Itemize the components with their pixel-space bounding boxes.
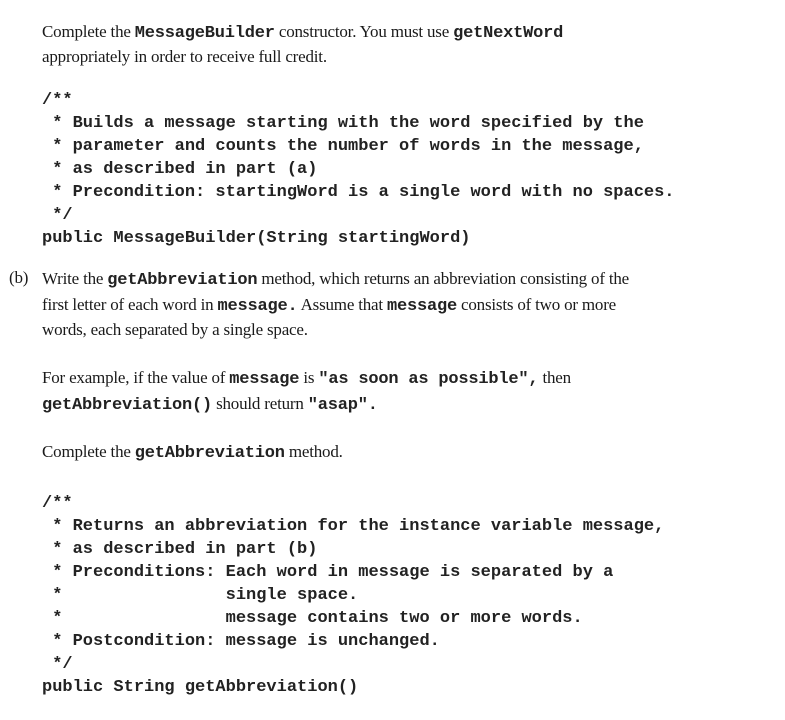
code-line: * as described in part (a) — [42, 160, 318, 179]
inline-code-getabbreviation: getAbbreviation — [134, 444, 285, 463]
code-line: * message contains two or more words. — [42, 609, 583, 628]
inline-code-message: message. — [217, 297, 298, 316]
inline-code-getnextword: getNextWord — [453, 24, 564, 43]
abbreviation-code-block — [42, 492, 664, 699]
part-b-line3: words, each separated by a single space. — [42, 320, 308, 339]
code-line: * single space. — [42, 586, 359, 605]
code-line: * Returns an abbreviation for the instance variable message, — [42, 517, 665, 536]
part-b-line2: first letter of each word in message. Assume that message consists of two or more — [42, 295, 617, 316]
code-line: public MessageBuilder(String startingWord) — [42, 229, 471, 248]
part-a-instruction-line2: appropriately in order to receive full credit. — [42, 47, 327, 66]
inline-code-message: message — [229, 370, 300, 389]
code-line: * Postcondition: message is unchanged. — [42, 632, 440, 651]
complete-b-instruction: Complete the getAbbreviation method. — [42, 442, 343, 463]
inline-code-getabbreviation-call: getAbbreviation() — [42, 396, 213, 415]
part-b-line1: Write the getAbbreviation method, which returns an abbreviation consisting of the — [42, 269, 630, 290]
code-line: * parameter and counts the number of words in the message, — [42, 137, 644, 156]
code-line: */ — [42, 206, 73, 225]
example-line2: getAbbreviation() should return "asap". — [42, 394, 378, 415]
inline-code-string-literal: "asap". — [307, 396, 378, 415]
code-line: * as described in part (b) — [42, 540, 318, 559]
code-line: /** — [42, 91, 73, 110]
inline-code-message: message — [386, 297, 457, 316]
inline-code-string-literal: "as soon as possible", — [318, 370, 539, 389]
code-line: /** — [42, 494, 73, 513]
inline-code-messagebuilder: MessageBuilder — [134, 24, 275, 43]
code-line: public String getAbbreviation() — [42, 678, 359, 697]
code-line: * Builds a message starting with the word specified by the — [42, 114, 644, 133]
code-line: * Preconditions: Each word in message is separated by a — [42, 563, 614, 582]
inline-code-getabbreviation: getAbbreviation — [107, 271, 258, 290]
part-b-label: (b) — [9, 268, 29, 287]
code-line: * Precondition: startingWord is a single word with no spaces. — [42, 183, 675, 202]
example-line1: For example, if the value of message is "as soon as possible", then — [42, 368, 571, 389]
part-a-instruction-line1: Complete the MessageBuilder constructor. You must use getNextWord — [42, 22, 564, 43]
constructor-code-block — [42, 89, 675, 250]
code-line: */ — [42, 655, 73, 674]
